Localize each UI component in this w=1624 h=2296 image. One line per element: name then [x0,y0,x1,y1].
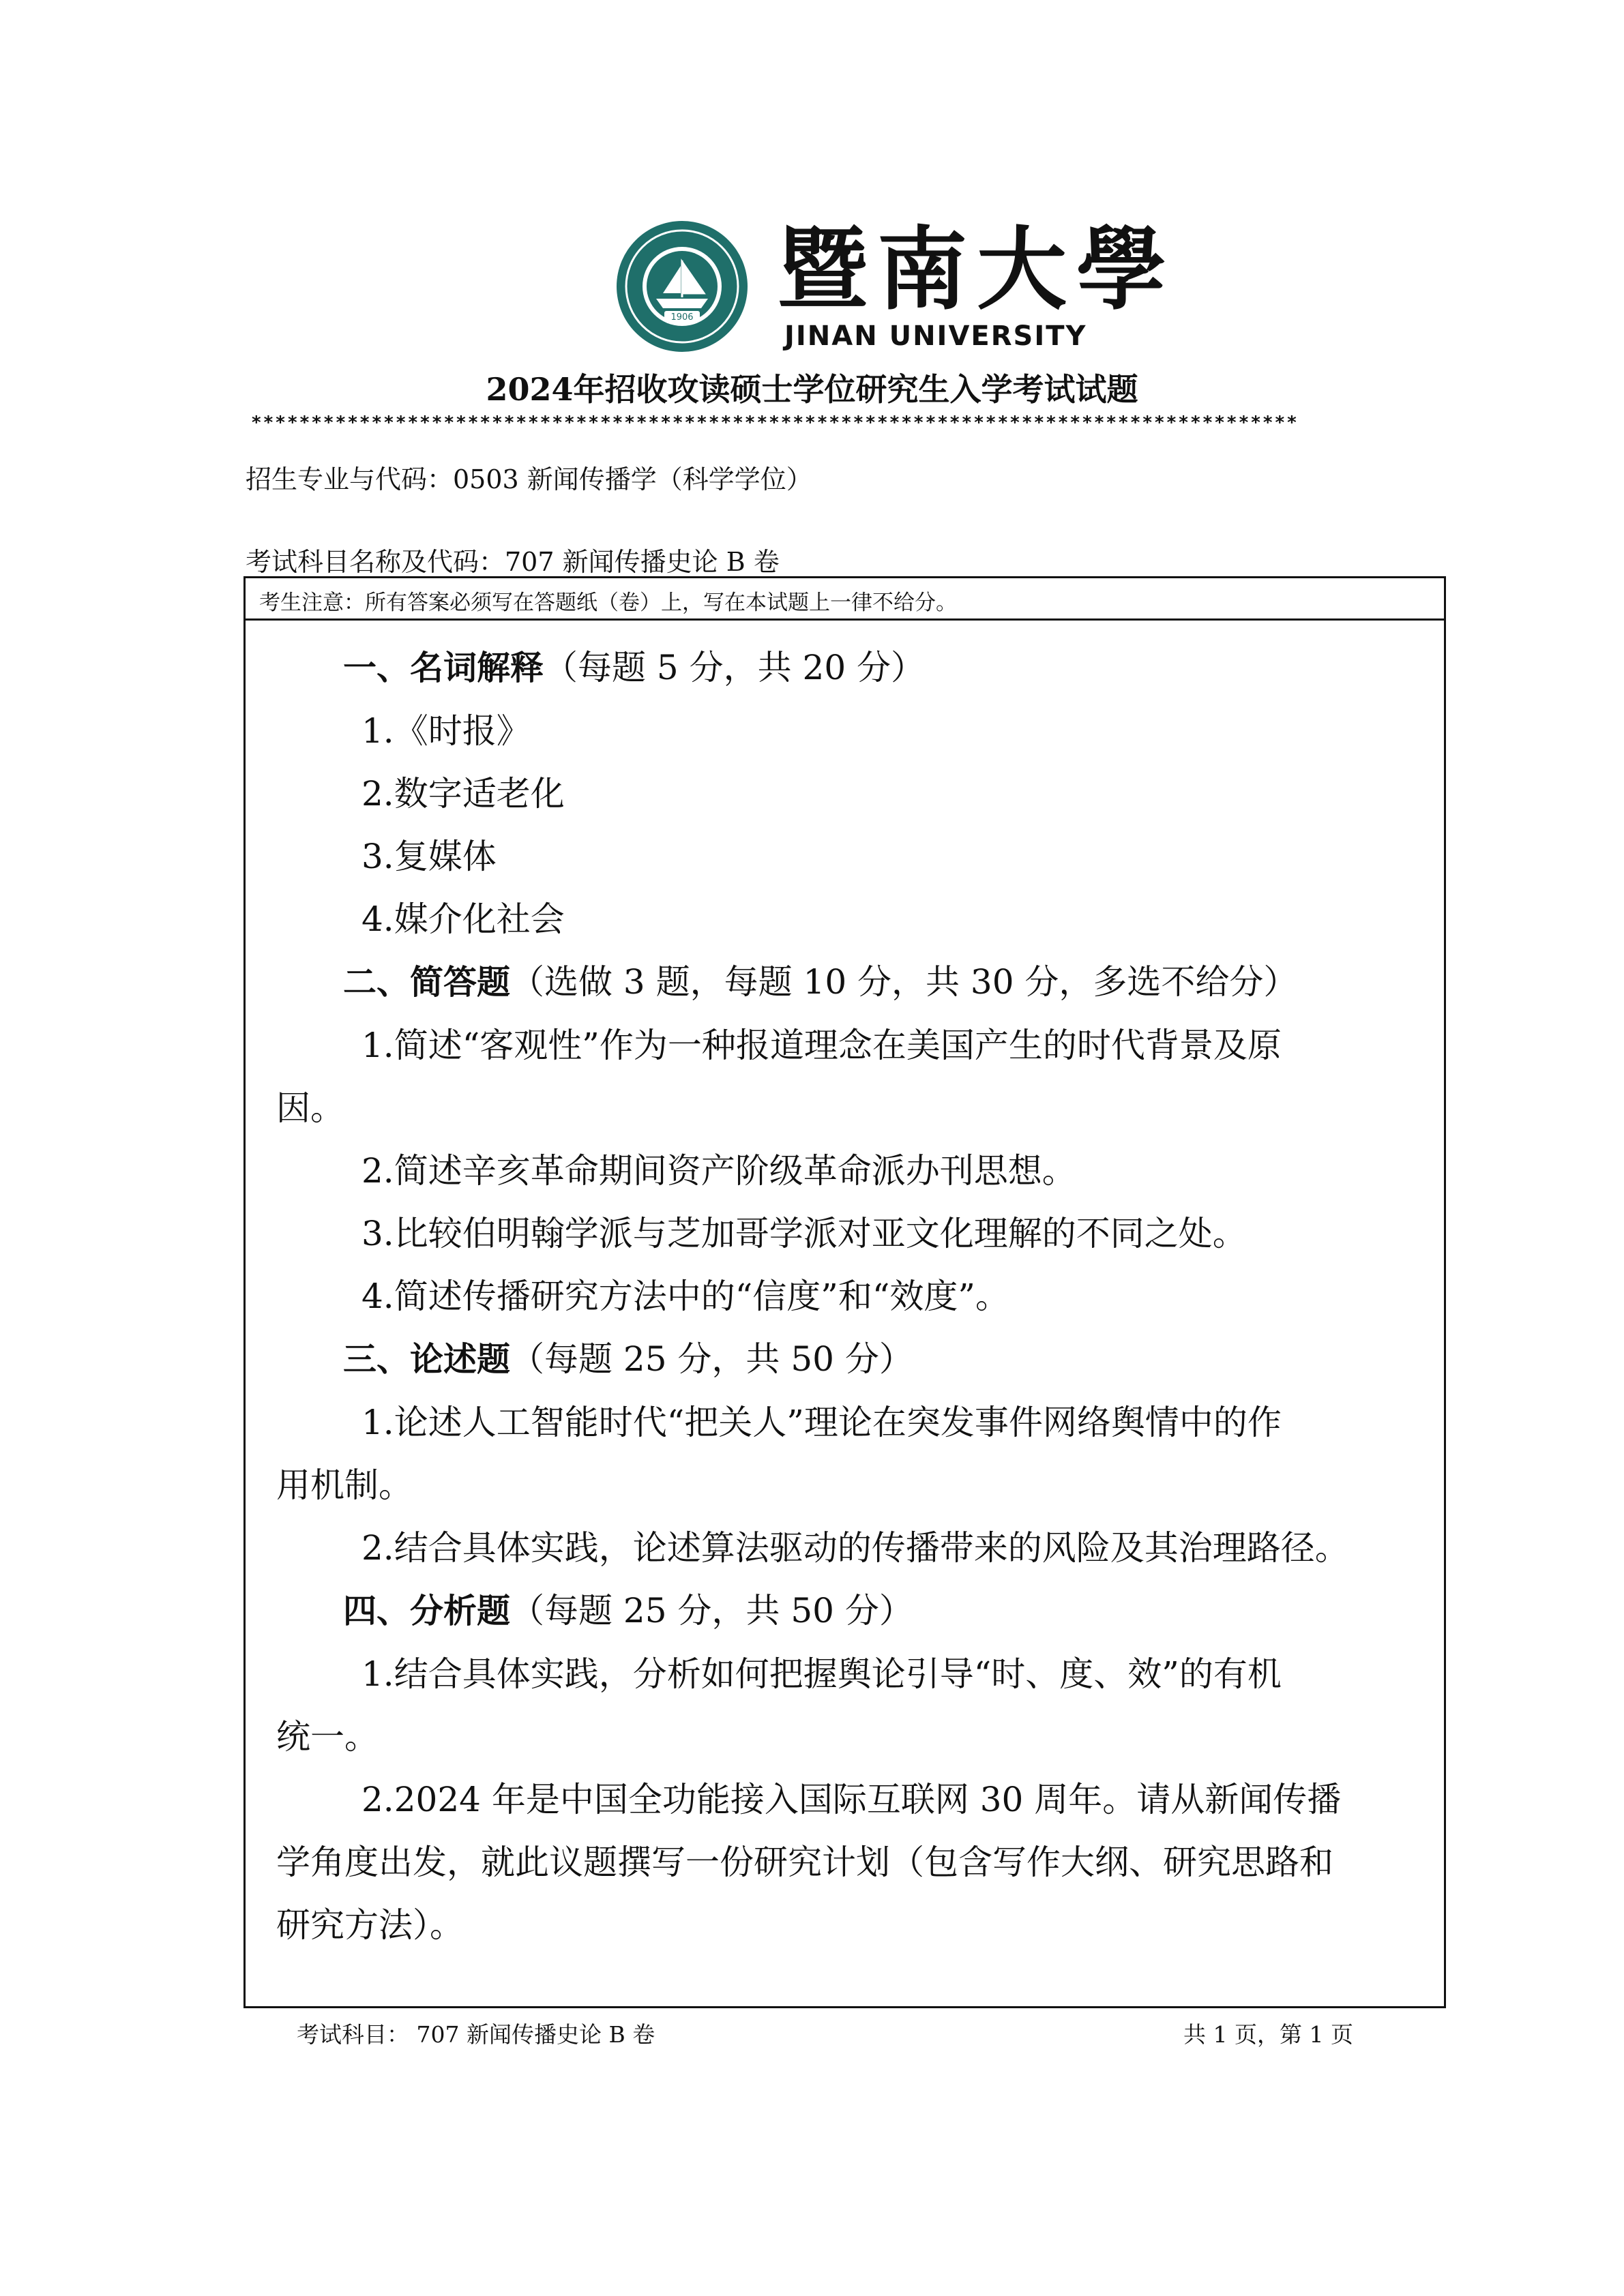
question-line: 2.简述辛亥革命期间资产阶级革命派办刊思想。 [361,1151,1076,1191]
section-3-heading [263,1328,1430,1391]
question-line: 因。 [276,1088,344,1128]
list-item: 4.媒介化社会 [361,899,565,939]
section-note: （选做 3 题，每题 10 分，共 30 分，多选不给分） [510,962,1298,1002]
seal-year: 1906 [670,312,694,323]
section-note: （每题 5 分，共 20 分） [544,648,926,687]
section-4-heading [263,1579,1430,1643]
section-title: 四、分析题 [343,1592,511,1630]
question-box [243,576,1446,2008]
university-name-en: JINAN UNIVERSITY [784,320,1087,352]
question-line: 1.结合具体实践，分析如何把握舆论引导“时、度、效”的有机 [361,1654,1282,1694]
question-line: 用机制。 [276,1465,413,1505]
major-and-code: 招生专业与代码：0503 新闻传播学（科学学位） [246,464,812,494]
subject-name-and-code: 考试科目名称及代码：707 新闻传播史论 B 卷 [246,547,780,577]
section-note: （每题 25 分，共 50 分） [510,1339,913,1379]
question-line: 2.结合具体实践，论述算法驱动的传播带来的风险及其治理路径。 [361,1528,1349,1568]
question-line: 统一。 [276,1717,379,1757]
question-line: 2.2024 年是中国全功能接入国际互联网 30 周年。请从新闻传播 [361,1780,1342,1819]
question-line: 4.简述传播研究方法中的“信度”和“效度”。 [361,1277,1009,1316]
question-content [263,636,1430,1956]
section-title: 三、论述题 [343,1340,511,1379]
list-item: 1.《时报》 [361,711,531,751]
question-line: 研究方法）。 [276,1905,464,1945]
question-line: 1.论述人工智能时代“把关人”理论在突发事件网络舆情中的作 [361,1403,1282,1442]
section-note: （每题 25 分，共 50 分） [510,1591,913,1630]
candidate-notice: 考生注意：所有答案必须写在答题纸（卷）上，写在本试题上一律不给分。 [246,578,1444,621]
university-name-cn: 暨南大學 [778,217,1176,323]
question-line: 1.简述“客观性”作为一种报道理念在美国产生的时代背景及原 [361,1026,1282,1065]
footer-page-number: 共 1 页，第 1 页 [1183,2021,1353,2048]
list-item: 3.复媒体 [361,837,497,876]
exam-title: 2024年招收攻读硕士学位研究生入学考试试题 [486,371,1138,408]
question-line: 3.比较伯明翰学派与芝加哥学派对亚文化理解的不同之处。 [361,1214,1247,1253]
footer-subject: 考试科目： 707 新闻传播史论 B 卷 [297,2021,655,2048]
section-2-heading [263,951,1430,1014]
list-item: 2.数字适老化 [361,774,565,814]
question-line: 学角度出发，就此议题撰写一份研究计划（包含写作大纲、研究思路和 [276,1843,1333,1882]
university-logo [614,217,1176,355]
university-seal-icon [614,218,750,355]
section-title: 一、名词解释 [343,648,544,687]
section-1-heading [263,636,1430,700]
star-divider: *************************************************************************************** [251,413,1299,433]
section-title: 二、简答题 [343,963,511,1002]
